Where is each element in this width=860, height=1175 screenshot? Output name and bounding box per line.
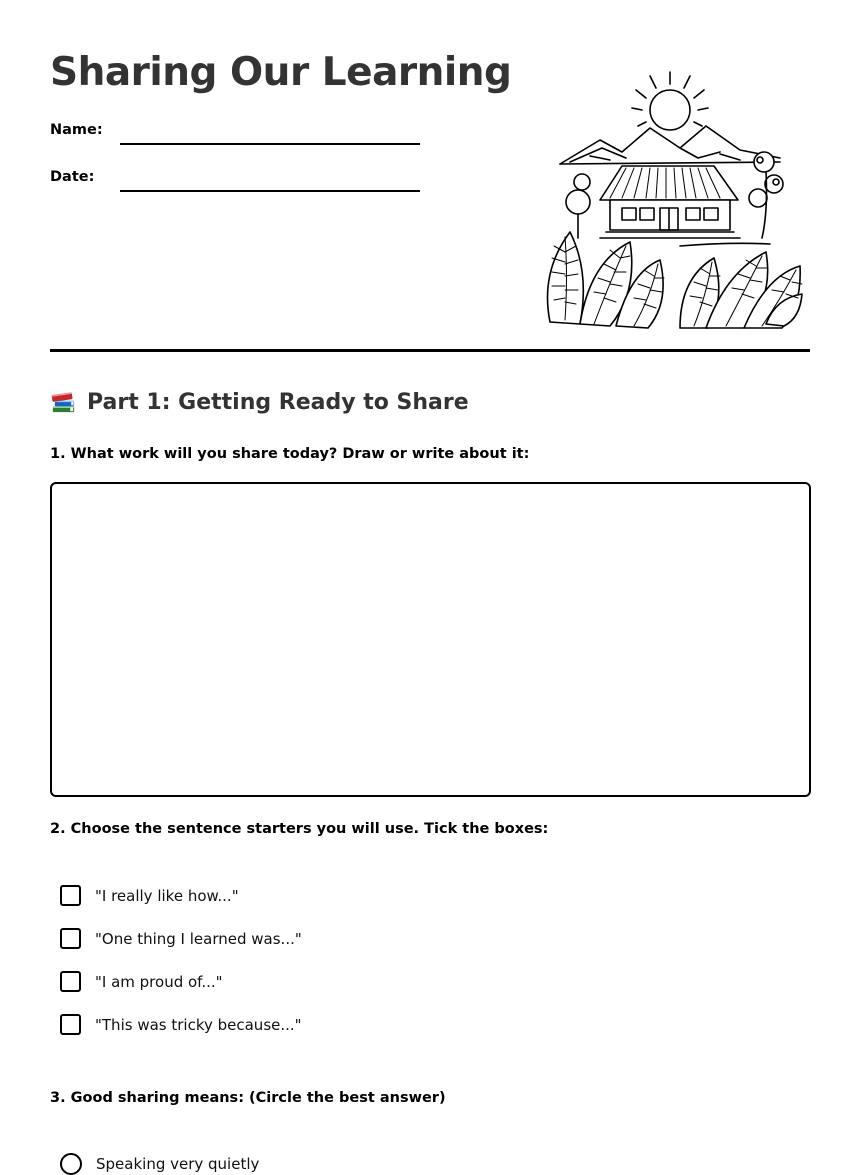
village-house-illustration-icon [530, 62, 810, 332]
answer-option-label: Speaking very quietly [96, 1155, 260, 1173]
date-label: Date: [50, 169, 95, 185]
starter-label: "I really like how..." [95, 886, 239, 905]
radio-circle[interactable] [60, 1153, 82, 1175]
starter-label: "I am proud of..." [95, 972, 223, 991]
draw-write-answer-box[interactable] [50, 482, 811, 797]
checkbox[interactable] [60, 1014, 81, 1035]
name-field[interactable] [120, 143, 420, 145]
starter-item[interactable] [60, 928, 302, 949]
date-field[interactable] [120, 190, 420, 192]
starter-item[interactable] [60, 1014, 302, 1035]
question-2: 2. Choose the sentence starters you will use. Tick the boxes: [50, 821, 549, 837]
worksheet-title: Sharing Our Learning [50, 50, 512, 95]
part1-heading [50, 389, 469, 416]
part1-heading-text: Part 1: Getting Ready to Share [87, 390, 469, 415]
books-icon [50, 389, 77, 416]
question-1: 1. What work will you share today? Draw or write about it: [50, 446, 530, 462]
starter-item[interactable] [60, 971, 223, 992]
name-label: Name: [50, 122, 103, 138]
starter-item[interactable] [60, 885, 239, 906]
answer-option[interactable] [60, 1153, 259, 1175]
checkbox[interactable] [60, 971, 81, 992]
checkbox[interactable] [60, 928, 81, 949]
starter-label: "This was tricky because..." [95, 1015, 302, 1034]
checkbox[interactable] [60, 885, 81, 906]
header-divider [50, 349, 810, 352]
starter-label: "One thing I learned was..." [95, 929, 302, 948]
question-3: 3. Good sharing means: (Circle the best answer) [50, 1090, 446, 1106]
